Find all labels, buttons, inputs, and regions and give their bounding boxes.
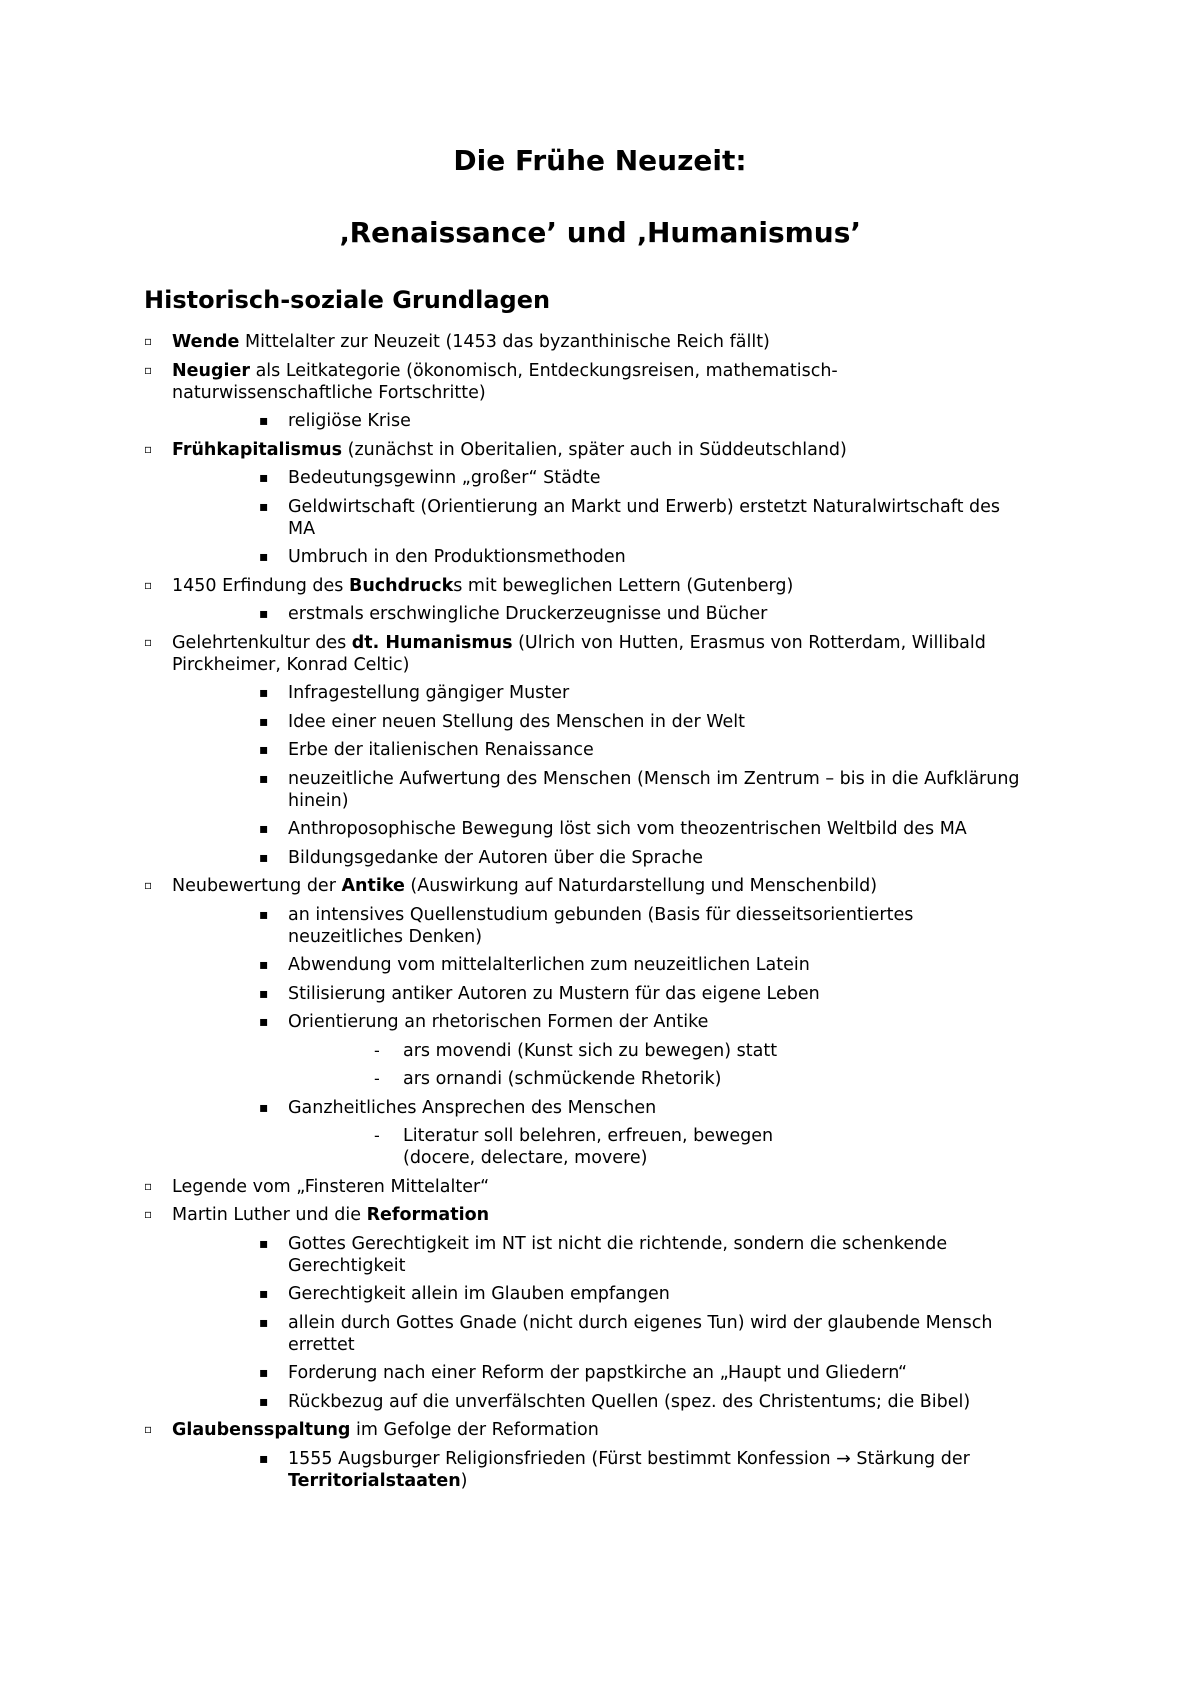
text-segment: Abwendung vom mittelalterlichen zum neuzeitlichen Latein <box>288 955 810 975</box>
text-segment: Mittelalter zur Neuzeit (1453 das byzanthinische Reich fällt) <box>239 332 770 352</box>
text-segment: hinein) <box>288 790 349 811</box>
text-segment: neuzeitliche Aufwertung des Menschen (Mensch im Zentrum – bis in die Aufklärung <box>288 768 1020 789</box>
text-segment: an intensives Quellenstudium gebunden (Basis für diesseitsorientiertes <box>288 904 914 925</box>
text-segment: Geldwirtschaft (Orientierung an Markt und Erwerb) erstetzt Naturalwirtschaft des <box>288 496 1001 517</box>
list-item <box>0 1011 1200 1033</box>
list-item <box>0 1419 1200 1441</box>
list-item <box>0 818 1200 840</box>
text-segment: als Leitkategorie (ökonomisch, Entdeckungsreisen, mathematisch- <box>250 360 838 381</box>
square-bullet-icon: ▫ <box>144 334 153 348</box>
text-segment: Forderung nach einer Reform der papstkirche an „Haupt und Gliedern“ <box>288 1363 908 1383</box>
bold-term: Antike <box>341 876 405 896</box>
text-segment: naturwissenschaftliche Fortschritte) <box>172 382 486 403</box>
text-segment: Gottes Gerechtigkeit im NT ist nicht die richtende, sondern die schenkende <box>288 1233 948 1254</box>
text-segment: 1555 Augsburger Religionsfrieden (Fürst bestimmt Konfession → Stärkung der <box>288 1448 970 1469</box>
list-item-text <box>288 683 569 703</box>
text-segment: Gelehrtenkultur des <box>172 632 352 653</box>
filled-square-bullet-icon: ▪ <box>259 498 269 515</box>
filled-square-bullet-icon: ▪ <box>259 413 269 429</box>
list-item-text <box>403 1069 721 1089</box>
text-segment: Stilisierung antiker Autoren zu Mustern für das eigene Leben <box>288 983 820 1004</box>
text-segment: Rückbezug auf die unverfälschten Quellen (spez. des Christentums; die Bibel) <box>288 1391 971 1412</box>
list-item <box>0 875 1200 897</box>
text-segment: Orientierung an rhetorischen Formen der Antike <box>288 1012 709 1032</box>
text-segment: MA <box>288 518 316 539</box>
list-item <box>0 1391 1200 1413</box>
list-item <box>0 467 1200 489</box>
bold-term: Glaubensspaltung <box>172 1420 351 1440</box>
list-item-text <box>172 440 847 460</box>
dash-bullet-icon: - <box>374 1040 380 1060</box>
square-bullet-icon: ▫ <box>144 1178 153 1193</box>
list-item <box>0 1097 1200 1119</box>
list-item <box>0 768 1200 812</box>
list-item <box>0 1233 1200 1277</box>
text-segment: (Ulrich von Hutten, Erasmus von Rotterdam, Willibald <box>512 632 986 653</box>
bold-term: Reformation <box>366 1205 490 1225</box>
filled-square-bullet-icon: ▪ <box>259 906 269 923</box>
square-bullet-icon: ▫ <box>144 878 153 892</box>
list-item-text <box>172 876 877 896</box>
list-item <box>0 632 1200 676</box>
square-bullet-icon: ▫ <box>144 441 153 456</box>
text-segment: 1450 Erfindung des <box>172 575 349 596</box>
filled-square-bullet-icon: ▪ <box>259 1450 269 1467</box>
text-segment: neuzeitliches Denken) <box>288 926 483 947</box>
bold-term: Wende <box>172 332 240 352</box>
text-segment: Literatur soll belehren, erfreuen, bewegen <box>403 1126 774 1146</box>
list-item-text <box>288 604 767 624</box>
list-item-text <box>288 411 411 431</box>
square-bullet-icon: ▫ <box>144 1422 153 1436</box>
list-item-text <box>288 905 913 947</box>
text-segment: Pirckheimer, Konrad Celtic) <box>172 654 410 675</box>
list-item <box>0 1204 1200 1226</box>
list-item-text <box>288 1012 708 1032</box>
list-item <box>0 1125 1200 1169</box>
list-item <box>0 847 1200 869</box>
text-segment: Neubewertung der <box>172 876 342 896</box>
bold-term: Buchdruck <box>348 575 454 596</box>
list-item-text <box>172 1420 599 1440</box>
list-item <box>0 1362 1200 1384</box>
list-item <box>0 711 1200 733</box>
text-segment: errettet <box>288 1334 355 1355</box>
list-item-text <box>288 955 810 975</box>
square-bullet-icon: ▫ <box>144 634 153 649</box>
list-item <box>0 1176 1200 1198</box>
list-item <box>0 954 1200 976</box>
list-item-text <box>288 740 594 760</box>
list-item-text <box>288 1098 656 1118</box>
list-item <box>0 575 1200 597</box>
text-segment: (docere, delectare, movere) <box>403 1148 648 1168</box>
dash-bullet-icon: - <box>374 1069 380 1088</box>
list-item-text <box>288 1392 970 1412</box>
filled-square-bullet-icon: ▪ <box>259 1099 269 1116</box>
list-item-text <box>288 468 601 488</box>
list-item <box>0 1040 1200 1062</box>
list-item-text <box>288 497 1000 539</box>
text-segment: Legende vom „Finsteren Mittelalter“ <box>172 1176 490 1197</box>
list-item <box>0 496 1200 540</box>
text-segment: Gerechtigkeit <box>288 1255 406 1276</box>
list-item-text <box>403 1126 773 1168</box>
text-segment: ars ornandi (schmückende Rhetorik) <box>403 1069 722 1089</box>
filled-square-bullet-icon: ▪ <box>259 1365 269 1381</box>
bold-term: Neugier <box>172 360 250 381</box>
filled-square-bullet-icon: ▪ <box>259 1235 269 1252</box>
filled-square-bullet-icon: ▪ <box>259 849 269 866</box>
list-item-text <box>172 576 793 596</box>
list-item-text <box>288 547 626 567</box>
filled-square-bullet-icon: ▪ <box>259 713 269 730</box>
text-segment: erstmals erschwingliche Druckerzeugnisse und Bücher <box>288 604 768 624</box>
list-item-text <box>288 848 703 868</box>
filled-square-bullet-icon: ▪ <box>259 957 269 973</box>
document-title: Die Frühe Neuzeit: <box>453 144 747 177</box>
document-subtitle: ‚Renaissance’ und ‚Humanismus’ <box>338 216 862 249</box>
filled-square-bullet-icon: ▪ <box>259 821 269 837</box>
list-item-text <box>288 769 1020 811</box>
list-item-text <box>288 1363 907 1383</box>
text-segment: Bildungsgedanke der Autoren über die Sprache <box>288 847 704 868</box>
list-item <box>0 682 1200 704</box>
dash-bullet-icon: - <box>374 1126 380 1145</box>
text-segment: Martin Luther und die <box>172 1205 367 1225</box>
bold-term: Frühkapitalismus <box>172 439 343 460</box>
text-segment: Gerechtigkeit allein im Glauben empfangen <box>288 1284 670 1304</box>
filled-square-bullet-icon: ▪ <box>259 1393 269 1410</box>
list-item-text <box>172 361 838 403</box>
square-bullet-icon: ▫ <box>144 1207 153 1221</box>
list-item <box>0 1448 1200 1492</box>
text-segment: ) <box>460 1470 468 1491</box>
text-segment: Erbe der italienischen Renaissance <box>288 740 594 760</box>
list-item <box>0 904 1200 948</box>
text-segment: im Gefolge der Reformation <box>350 1420 599 1440</box>
filled-square-bullet-icon: ▪ <box>259 1014 269 1030</box>
list-item-text <box>288 1234 947 1276</box>
text-segment: Infragestellung gängiger Muster <box>288 683 570 703</box>
list-item <box>0 983 1200 1005</box>
filled-square-bullet-icon: ▪ <box>259 742 269 758</box>
section-heading: Historisch-soziale Grundlagen <box>144 286 551 314</box>
list-item <box>0 546 1200 568</box>
list-item-text <box>288 1449 970 1491</box>
list-item-text <box>288 1284 670 1304</box>
filled-square-bullet-icon: ▪ <box>259 985 269 1002</box>
list-item-text <box>288 984 820 1004</box>
list-item-text <box>172 633 986 675</box>
list-item <box>0 360 1200 404</box>
filled-square-bullet-icon: ▪ <box>259 1314 269 1331</box>
text-segment: Bedeutungsgewinn „großer“ Städte <box>288 468 601 488</box>
filled-square-bullet-icon: ▪ <box>259 470 269 486</box>
text-segment: ars movendi (Kunst sich zu bewegen) statt <box>403 1040 778 1061</box>
text-segment: (Auswirkung auf Naturdarstellung und Menschenbild) <box>404 876 878 896</box>
text-segment: s mit beweglichen Lettern (Gutenberg) <box>453 575 794 596</box>
text-segment: Umbruch in den Produktionsmethoden <box>288 547 626 567</box>
bold-term: Territorialstaaten <box>288 1470 461 1491</box>
square-bullet-icon: ▫ <box>144 362 153 377</box>
list-item <box>0 410 1200 432</box>
filled-square-bullet-icon: ▪ <box>259 685 269 701</box>
outline-list <box>0 331 1200 1498</box>
list-item-text <box>288 819 967 839</box>
filled-square-bullet-icon: ▪ <box>259 606 269 622</box>
text-segment: Anthroposophische Bewegung löst sich vom theozentrischen Weltbild des MA <box>288 819 967 839</box>
list-item <box>0 331 1200 353</box>
text-segment: Idee einer neuen Stellung des Menschen in der Welt <box>288 711 745 732</box>
bold-term: dt. Humanismus <box>351 632 513 653</box>
filled-square-bullet-icon: ▪ <box>259 770 269 787</box>
text-segment: allein durch Gottes Gnade (nicht durch eigenes Tun) wird der glaubende Mensch <box>288 1312 993 1333</box>
list-item-text <box>172 1205 489 1225</box>
text-segment: religiöse Krise <box>288 411 411 431</box>
list-item <box>0 439 1200 461</box>
filled-square-bullet-icon: ▪ <box>259 1286 269 1302</box>
list-item-text <box>288 712 745 732</box>
text-segment: (zunächst in Oberitalien, später auch in Süddeutschland) <box>342 439 847 460</box>
list-item-text <box>288 1313 992 1355</box>
filled-square-bullet-icon: ▪ <box>259 549 269 565</box>
list-item-text <box>172 1177 489 1197</box>
square-bullet-icon: ▫ <box>144 577 153 592</box>
list-item <box>0 1312 1200 1356</box>
text-segment: Ganzheitliches Ansprechen des Menschen <box>288 1097 657 1118</box>
list-item <box>0 1283 1200 1305</box>
list-item <box>0 1068 1200 1090</box>
list-item <box>0 603 1200 625</box>
list-item-text <box>172 332 770 352</box>
list-item <box>0 739 1200 761</box>
list-item-text <box>403 1041 777 1061</box>
